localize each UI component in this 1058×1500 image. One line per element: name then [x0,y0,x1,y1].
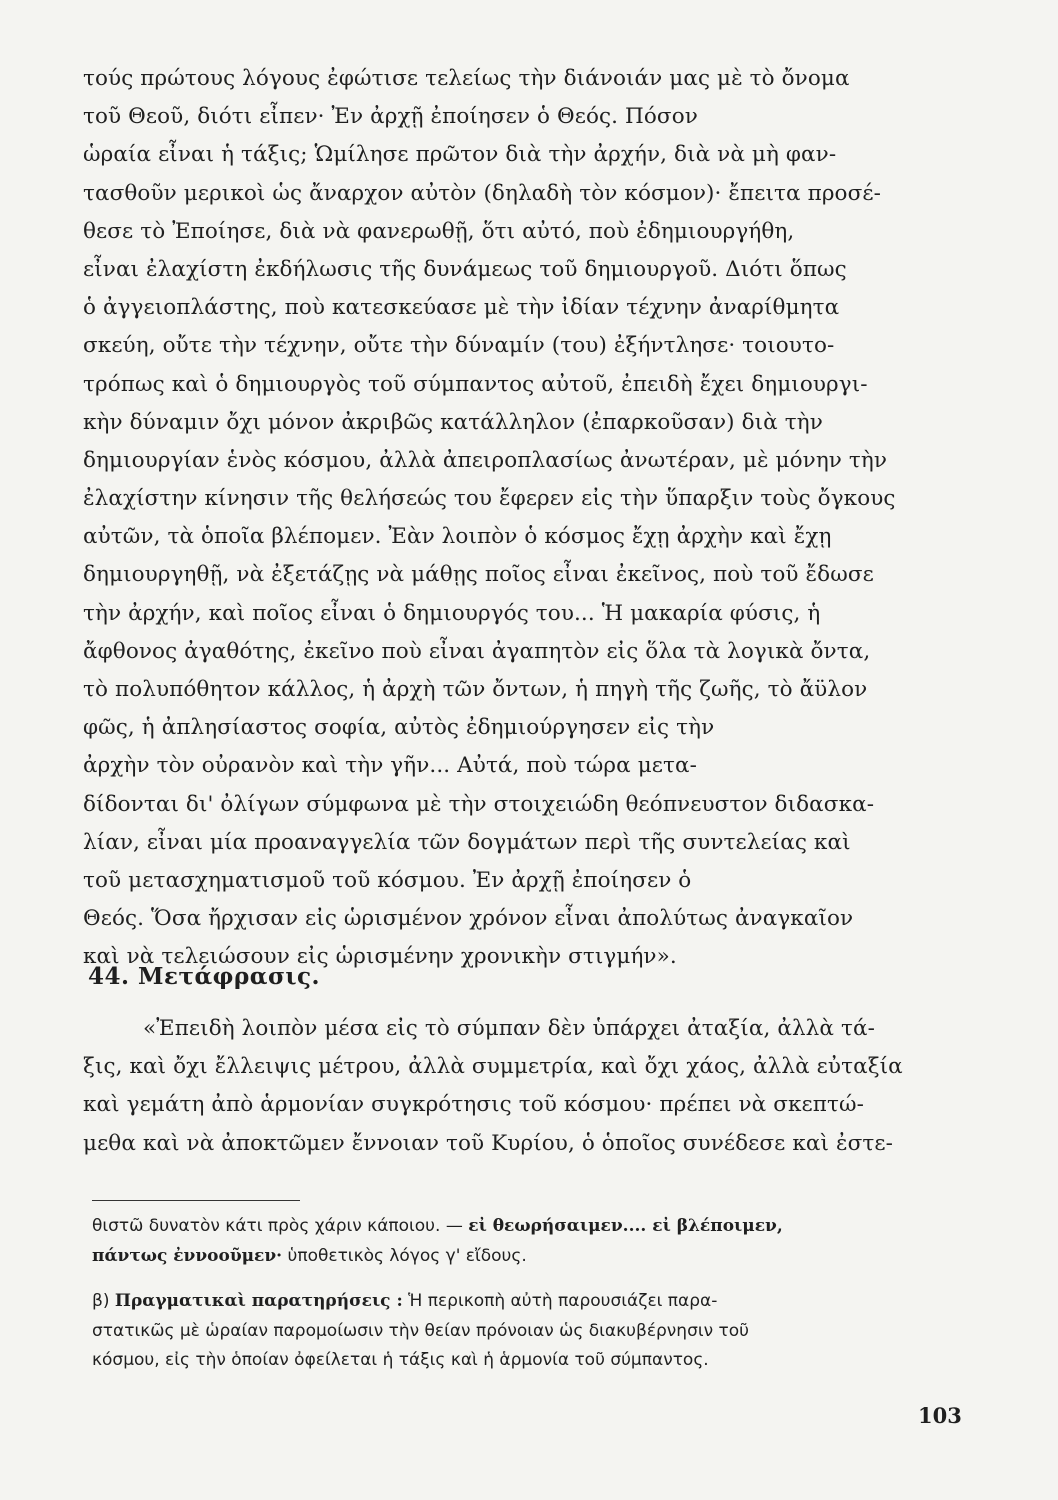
text-line: αὐτῶν, τὰ ὁποῖα βλέπομεν. Ἐὰν λοιπὸν ὁ κόσμος ἔχῃ ἀρχὴν καὶ ἔχῃ [83,524,832,550]
text-line: λίαν, εἶναι μία προαναγγελία τῶν δογμάτων περὶ τῆς συντελείας καὶ [83,829,851,855]
footnote-line: στατικῶς μὲ ὡραίαν παρομοίωσιν τὴν θείαν πρόνοιαν ὡς διακυβέρνησιν τοῦ [92,1320,749,1341]
text-line: τούς πρώτους λόγους ἐφώτισε τελείως τὴν διάνοιάν μας μὲ τὸ ὄνομα [83,66,850,91]
text-line: εἶναι ἐλαχίστη ἐκδήλωσις τῆς δυνάμεως τοῦ δημιουργοῦ. Διότι ὅπως [83,256,847,282]
footnote-line [92,1242,962,1272]
footnote-bold-term: Πραγματικαὶ παρατηρήσεις : [114,1291,403,1311]
footnote-line: κόσμου, εἰς τὴν ὁποίαν ὀφείλεται ἡ τάξις καὶ ἡ ἁρμονία τοῦ σύμπαντος. [92,1350,709,1370]
text-line: τὸ πολυπόθητον κάλλος, ἡ ἀρχὴ τῶν ὄντων, ἡ πηγὴ τῆς ζωῆς, τὸ ἄϋλον [83,677,868,702]
text-line: ὡραία εἶναι ἡ τάξις; Ὡμίλησε πρῶτον διὰ τὴν ἀρχήν, διὰ νὰ μὴ φαν- [83,142,837,168]
main-text-block [83,60,963,977]
text-line: δημιουργηθῇ, νὰ ἐξετάζῃς νὰ μάθῃς ποῖος εἶναι ἐκεῖνος, ποὺ τοῦ ἔδωσε [83,562,874,588]
footnote-line [92,1212,962,1242]
footnote-text: ὑποθετικὸς λόγος γ' εἴδους. [282,1245,527,1266]
text-line: τασθοῦν μερικοὶ ὡς ἄναρχον αὐτὸν (δηλαδὴ τὸν κόσμον)· ἔπειτα προσέ- [83,180,881,206]
text-line: κὴν δύναμιν ὄχι μόνον ἀκριβῶς κατάλληλον (ἐπαρκοῦσαν) διὰ τὴν [83,409,823,435]
translation-paragraph [83,1010,963,1163]
text-line: θεσε τὸ Ἐποίησε, διὰ νὰ φανερωθῇ, ὅτι αὐτό, ποὺ ἐδημιουργήθη, [83,218,795,244]
text-line: μεθα καὶ νὰ ἀποκτῶμεν ἔννοιαν τοῦ Κυρίου, ὁ ὁποῖος συνέδεσε καὶ ἐστε- [83,1130,893,1156]
text-line: ἄφθονος ἀγαθότης, ἐκεῖνο ποὺ εἶναι ἀγαπητὸν εἰς ὅλα τὰ λογικὰ ὄντα, [83,638,871,664]
footnote-text: Ἡ περικοπὴ αὐτὴ παρουσιάζει παρα- [402,1291,718,1311]
section-heading: 44. Μετάφρασις. [88,963,321,990]
footnote-line [92,1287,962,1317]
text-line: σκεύη, οὔτε τὴν τέχνην, οὔτε τὴν δύναμίν (του) ἐξήντλησε· τοιουτο- [83,333,835,359]
text-line: «Ἐπειδὴ λοιπὸν μέσα εἰς τὸ σύμπαν δὲν ὑπάρχει ἀταξία, ἀλλὰ τά- [143,1016,875,1041]
footnote-bold-term: εἰ θεωρήσαιμεν.... εἰ βλέποιμεν, [468,1216,783,1236]
text-line: δίδονται δι' ὀλίγων σύμφωνα μὲ τὴν στοιχειώδη θεόπνευστον διδασκα- [83,791,875,817]
footnote-text: θιστῶ δυνατὸν κάτι πρὸς χάριν κάποιου. — [92,1216,469,1236]
text-line: ἐλαχίστην κίνησιν τῆς θελήσεώς του ἔφερεν εἰς τὴν ὕπαρξιν τοὺς ὄγκους [83,486,896,512]
text-line: ἀρχὴν τὸν οὐρανὸν καὶ τὴν γῆν... Αὐτά, ποὺ τώρα μετα- [83,753,698,779]
text-line: ξις, καὶ ὄχι ἔλλειψις μέτρου, ἀλλὰ συμμετρία, καὶ ὄχι χάος, ἀλλὰ εὐταξία [83,1054,903,1080]
footnote-bold-term: πάντως ἐννοοῦμεν· [92,1245,283,1266]
text-line: τοῦ Θεοῦ, διότι εἶπεν· Ἐν ἀρχῇ ἐποίησεν ὁ Θεός. Πόσον [83,104,698,130]
text-line: Θεός. Ὅσα ἤρχισαν εἰς ὡρισμένον χρόνον εἶναι ἀπολύτως ἀναγκαῖον [83,906,854,932]
footnotes [92,1212,962,1376]
text-line: φῶς, ἡ ἀπλησίαστος σοφία, αὐτὸς ἐδημιούργησεν εἰς τὴν [83,715,715,741]
footnote-text: β) [92,1291,115,1311]
text-line: δημιουργίαν ἑνὸς κόσμου, ἀλλὰ ἀπειροπλασίως ἀνωτέραν, μὲ μόνην τὴν [83,447,888,473]
text-line: τρόπως καὶ ὁ δημιουργὸς τοῦ σύμπαντος αὐτοῦ, ἐπειδὴ ἔχει δημιουργι- [83,371,868,397]
text-line: τὴν ἀρχήν, καὶ ποῖος εἶναι ὁ δημιουργός του... Ἡ μακαρία φύσις, ἡ [83,600,821,626]
text-line: καὶ γεμάτη ἀπὸ ἁρμονίαν συγκρότησις τοῦ κόσμου· πρέπει νὰ σκεπτώ- [83,1092,865,1118]
text-line: τοῦ μετασχηματισμοῦ τοῦ κόσμου. Ἐν ἀρχῇ ἐποίησεν ὁ [83,867,692,893]
page-number: 103 [918,1403,962,1428]
footnote-divider [92,1200,300,1201]
text-line: ὁ ἀγγειοπλάστης, ποὺ κατεσκεύασε μὲ τὴν ἰδίαν τέχνην ἀναρίθμητα [83,295,840,321]
text-line: καὶ νὰ τελειώσουν εἰς ὡρισμένην χρονικὴν στιγμήν». [83,944,677,970]
